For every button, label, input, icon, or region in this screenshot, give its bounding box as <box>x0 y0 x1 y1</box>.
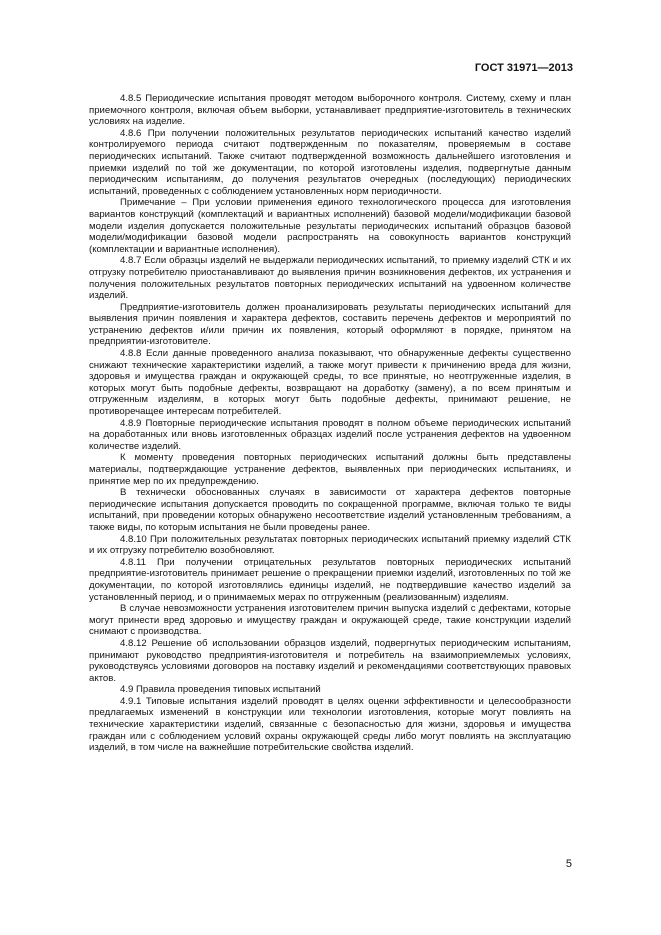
document-id: ГОСТ 31971—2013 <box>474 62 573 74</box>
paragraph-withdrawal: В случае невозможности устранения изготовителем причин выпуска изделий с дефектами, которые могут принести вред здоровью и имуществу граждан и окружающей среде, такие конструкции изделий снимают с производства. <box>89 603 571 638</box>
paragraph-4-8-7: 4.8.7 Если образцы изделий не выдержали периодических испытаний, то приемку изделий СТК и их отгрузку потребителю приостанавливают до выявления причин возникновения дефектов, их устранения и получения положительных результатов повторных периодических испытаний на удвоенном количестве изделий. <box>89 255 571 302</box>
page-number: 5 <box>565 858 572 870</box>
paragraph-4-8-10: 4.8.10 При положительных результатах повторных периодических испытаний приемку изделий СТК и их отгрузку потребителю возобновляют. <box>89 533 571 557</box>
note-paragraph: Примечание – При условии применения единого технологического процесса для изготовления вариантов конструкций (комплектаций и вариантных исполнений) базовой модели/модификации базовой модели изделия допускается положительные результаты периодических испытаний образцов базовой модели/модификации базовой модели распространять на совокупность вариантов конструкций (комплектации и вариантные исполнения). <box>89 197 571 255</box>
paragraph-4-8-12: 4.8.12 Решение об использовании образцов изделий, подвергнутых периодическим испытаниям, принимают руководство предприятия-изготовителя и потребитель на взаимоприемлемых условиях, руководствуясь условиями договоров на поставку изделий и рекомендациями соответствующих правовых актов. <box>89 637 571 684</box>
paragraph-4-8-8: 4.8.8 Если данные проведенного анализа показывают, что обнаруженные дефекты существенно снижают технические характеристики изделий, а также могут привести к причинению вреда для жизни, здоровья и имущества граждан и окружающей среды, то все принятые, но неотгруженные изделия, в которых могут быть подобные дефекты, возвращают на доработку (замену), а по всем принятым и отгруженным изделиям, в которых могут быть подобные дефекты, принимают решение, не противоречащее интересам потребителей. <box>89 348 571 418</box>
paragraph-reduced-program: В технически обоснованных случаях в зависимости от характера дефектов повторные периодические испытания допускается проводить по сокращенной программе, включая только те виды испытаний, при проведении которых обнаружено несоответствие изделий установленным требованиям, а также виды, по которым испытания не были проведены ранее. <box>89 487 571 533</box>
paragraph-analysis: Предприятие-изготовитель должен проанализировать результаты периодических испытаний для выявления причин появления и характера дефектов, составить перечень дефектов и мероприятий по устранению дефектов и/или причин их появления, который оформляют в порядке, принятом на предприятии-изготовителе. <box>89 301 571 348</box>
paragraph-4-9-1: 4.9.1 Типовые испытания изделий проводят в целях оценки эффективности и целесообразности предлагаемых изменений в конструкции или технологии изготовления, которые могут повлиять на технические характеристики изделий, связанные с безопасностью для жизни, здоровья и имущества граждан или с соблюдением условий охраны окружающей среды либо могут повлиять на эксплуатацию изделий, в том числе на важнейшие потребительские свойства изделий. <box>89 695 571 754</box>
paragraph-4-8-9: 4.8.9 Повторные периодические испытания проводят в полном объеме периодических испытаний на доработанных или вновь изготовленных образцах изделий после устранения дефектов на удвоенном количестве изделий. <box>89 417 571 452</box>
paragraph-materials: К моменту проведения повторных периодических испытаний должны быть представлены материалы, подтверждающие устранение дефектов, выявленных при периодических испытаниях, и принятие мер по их предупреждению. <box>89 452 571 487</box>
paragraph-4-8-11: 4.8.11 При получении отрицательных результатов повторных периодических испытаний предприятие-изготовитель принимает решение о прекращении приемки изделий, изготовленных по той же документации, по которой изготовлялись единицы изделий, не подтвердившие качество изделий за установленный период, и о принимаемых мерах по отгруженным (реализованным) изделиям. <box>89 556 571 603</box>
section-heading-4-9: 4.9 Правила проведения типовых испытаний <box>120 684 321 696</box>
paragraph-4-8-6: 4.8.6 При получении положительных результатов периодических испытаний качество изделий контролируемого периода считают подтвержденным по показателям, проверяемым в составе периодических испытаний. Также считают подтвержденной возможность дальнейшего изготовления и приемки изделий по той же документации, по которой изготовлены изделия, подвергнутые данным периодическим испытаниям, до получения результатов очередных (последующих) периодических испытаний, проведенных с соблюдением установленных норм периодичности. <box>89 127 571 197</box>
paragraph-4-8-5: 4.8.5 Периодические испытания проводят методом выборочного контроля. Систему, схему и план приемочного контроля, включая объем выборки, устанавливает предприятие-изготовитель в технических условиях на изделие. <box>89 93 571 128</box>
body-text <box>89 93 571 754</box>
